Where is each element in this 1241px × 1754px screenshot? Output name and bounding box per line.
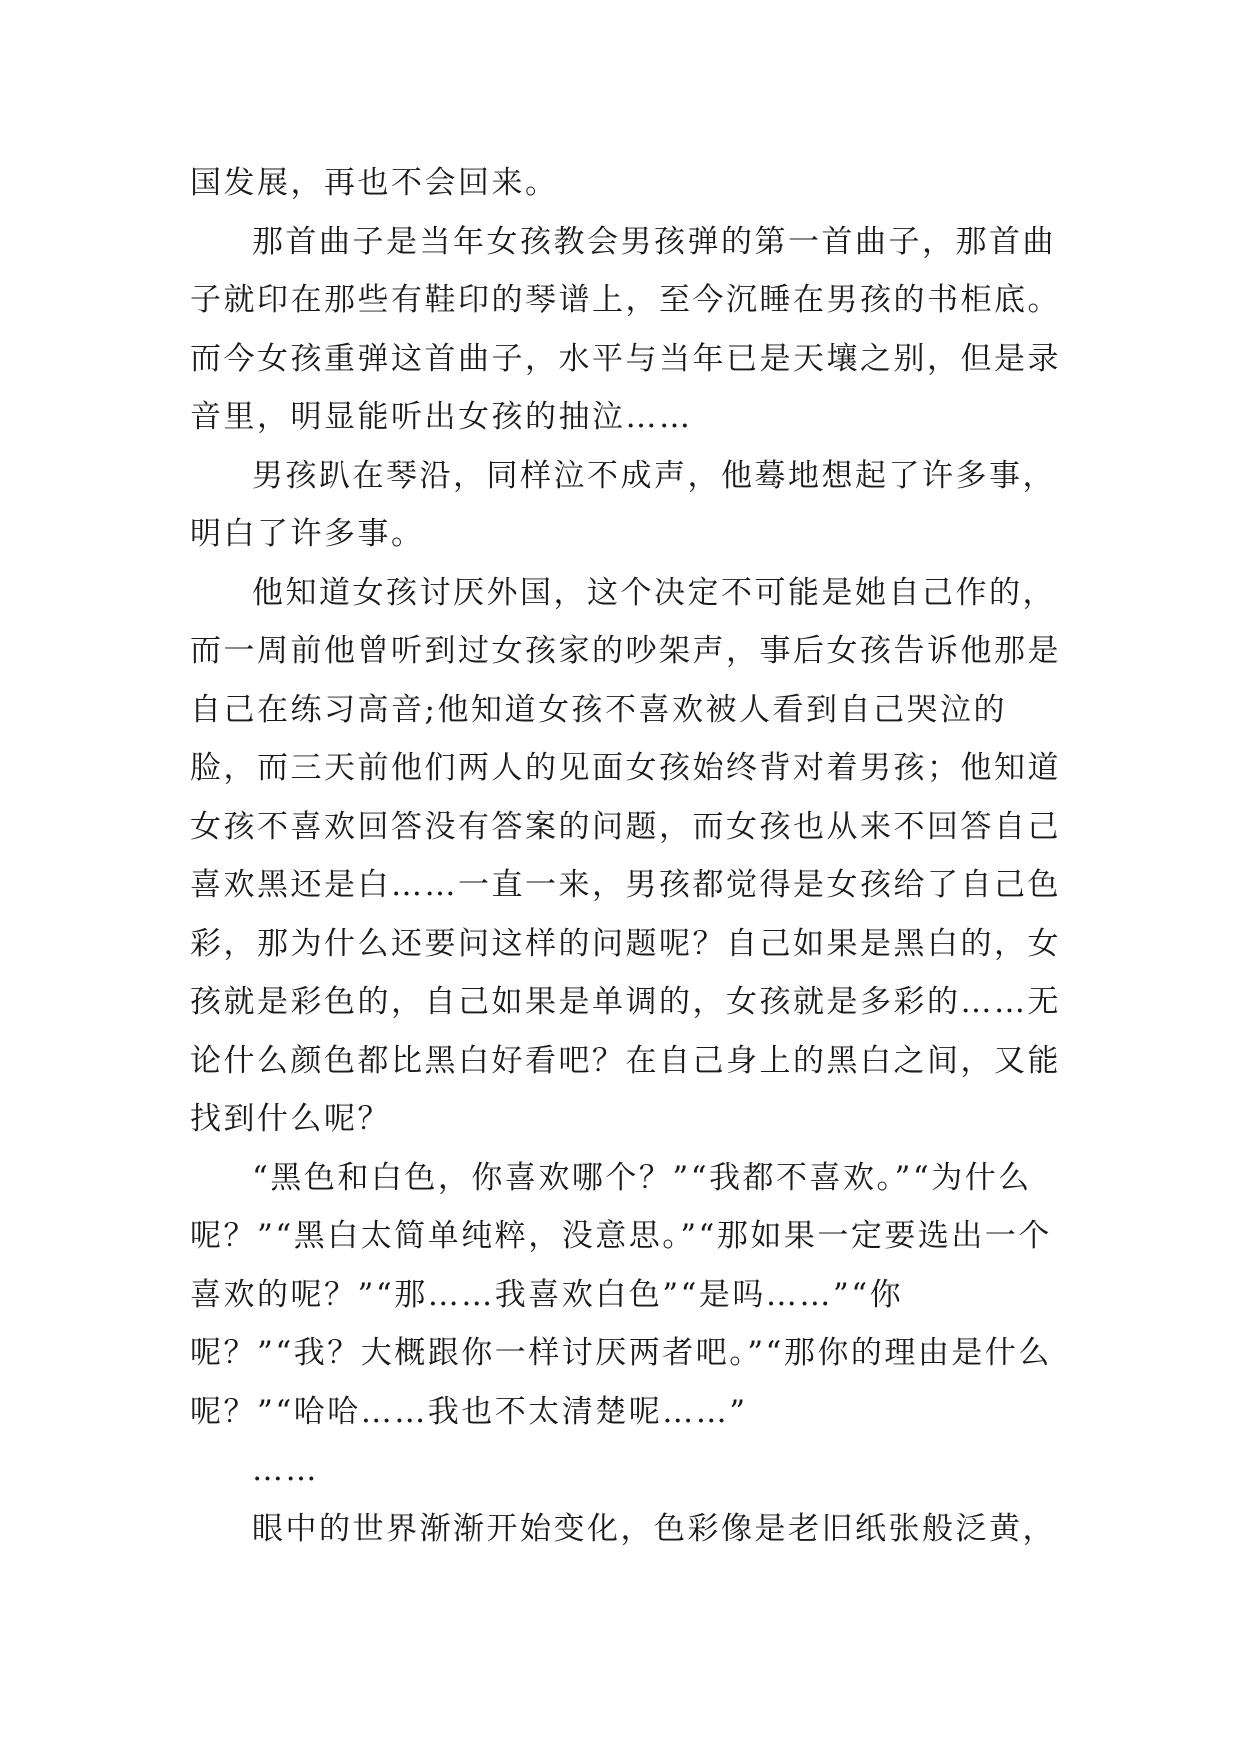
paragraph: …… bbox=[252, 1452, 319, 1488]
paragraph: 男孩趴在琴沿，同样泣不成声，他蓦地想起了许多事，明白了许多事。 bbox=[190, 457, 1056, 552]
paragraph: 眼中的世界渐渐开始变化，色彩像是老旧纸张般泛黄， bbox=[252, 1510, 1056, 1547]
paragraph: 他知道女孩讨厌外国，这个决定不可能是她自己作的，而一周前他曾听到过女孩家的吵架声，事后女孩告诉他那是自己在练习高音;他知道女孩不喜欢被人看到自己哭泣的脸，而三天前他们两人的见面女孩始终背对着男孩；他知道女孩不喜欢回答没有答案的问题，而女孩也从来不回答自己喜欢黑还是白……一直一来，男孩都觉得是女孩给了自己色彩，那为什么还要问这样的问题呢？自己如果是黑白的，女孩就是彩色的，自己如果是单调的，女孩就是多彩的……无论什么颜色都比黑白好看吧？在自己身上的黑白之间，又能找到什么呢？ bbox=[190, 574, 1061, 1137]
document-body bbox=[190, 154, 1070, 1558]
paragraph: 国发展，再也不会回来。 bbox=[190, 165, 559, 201]
paragraph: “黑色和白色，你喜欢哪个？”“我都不喜欢。”“为什么呢？”“黑白太简单纯粹，没意思。”“那如果一定要选出一个喜欢的呢？”“那……我喜欢白色”“是吗……”“你呢？”“我？大概跟你一样讨厌两者吧。”“那你的理由是什么呢？”“哈哈……我也不太清楚呢……” bbox=[190, 1159, 1052, 1430]
paragraph: 那首曲子是当年女孩教会男孩弹的第一首曲子，那首曲子就印在那些有鞋印的琴谱上，至今沉睡在男孩的书柜底。而今女孩重弹这首曲子，水平与当年已是天壤之别，但是录音里，明显能听出女孩的抽泣…… bbox=[190, 223, 1061, 435]
